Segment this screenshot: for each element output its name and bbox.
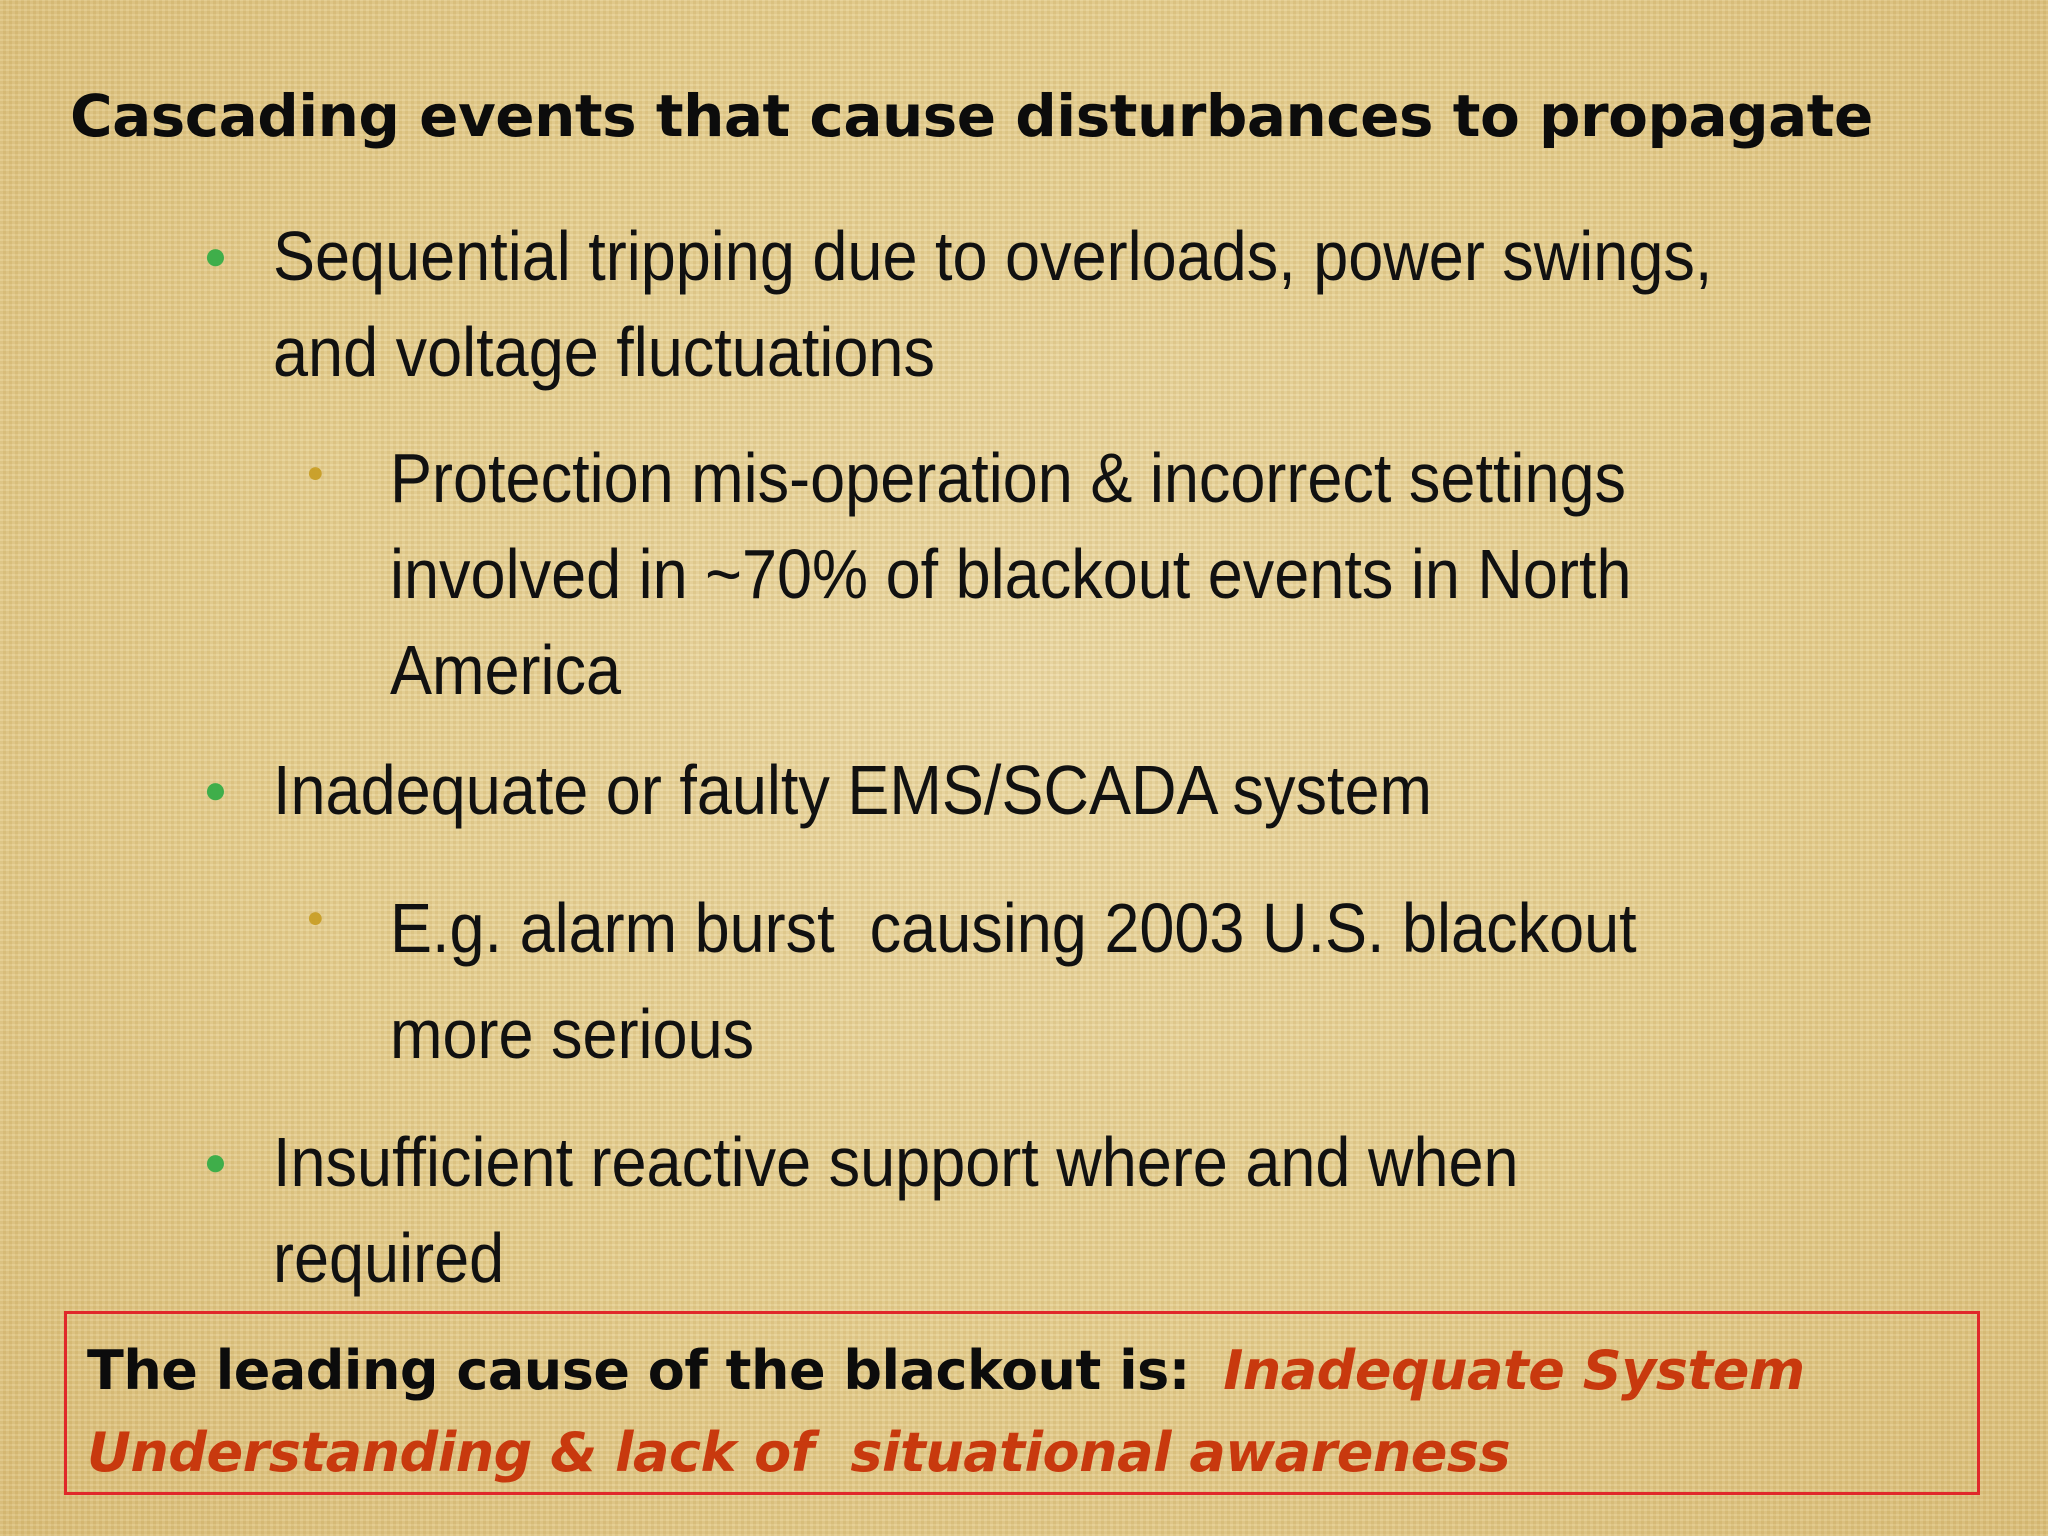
sub-bullet-dot-icon: ● xyxy=(306,456,325,489)
bullet-item xyxy=(203,1114,1749,1306)
sub-bullet-dot-icon: ● xyxy=(306,901,325,934)
sub-bullet-item xyxy=(306,875,1722,1087)
sub-bullet-text: Protection mis-operation & incorrect settings involved in ~70% of blackout events in North America xyxy=(390,439,1632,709)
bullet-item xyxy=(203,742,1749,838)
bullet-text: Sequential tripping due to overloads, power swings, and voltage fluctuations xyxy=(273,217,1713,391)
slide-title: Cascading events that cause disturbances to propagate xyxy=(70,82,1873,150)
callout-lead: The leading cause of the blackout is: xyxy=(87,1339,1190,1402)
bullet-text: Insufficient reactive support where and when required xyxy=(273,1123,1519,1297)
sub-bullet-item xyxy=(306,430,1722,718)
sub-bullet-text: E.g. alarm burst causing 2003 U.S. blackout more serious xyxy=(390,889,1655,1073)
callout-emphasis: Inadequate System Understanding & lack of situational awareness xyxy=(87,1339,1823,1484)
bullet-dot-icon: ● xyxy=(203,768,228,812)
bullet-dot-icon: ● xyxy=(203,1140,228,1184)
bullet-text: Inadequate or faulty EMS/SCADA system xyxy=(273,751,1433,829)
bullet-item xyxy=(203,208,1749,400)
callout-box xyxy=(64,1311,1980,1495)
bullet-dot-icon: ● xyxy=(203,234,228,278)
